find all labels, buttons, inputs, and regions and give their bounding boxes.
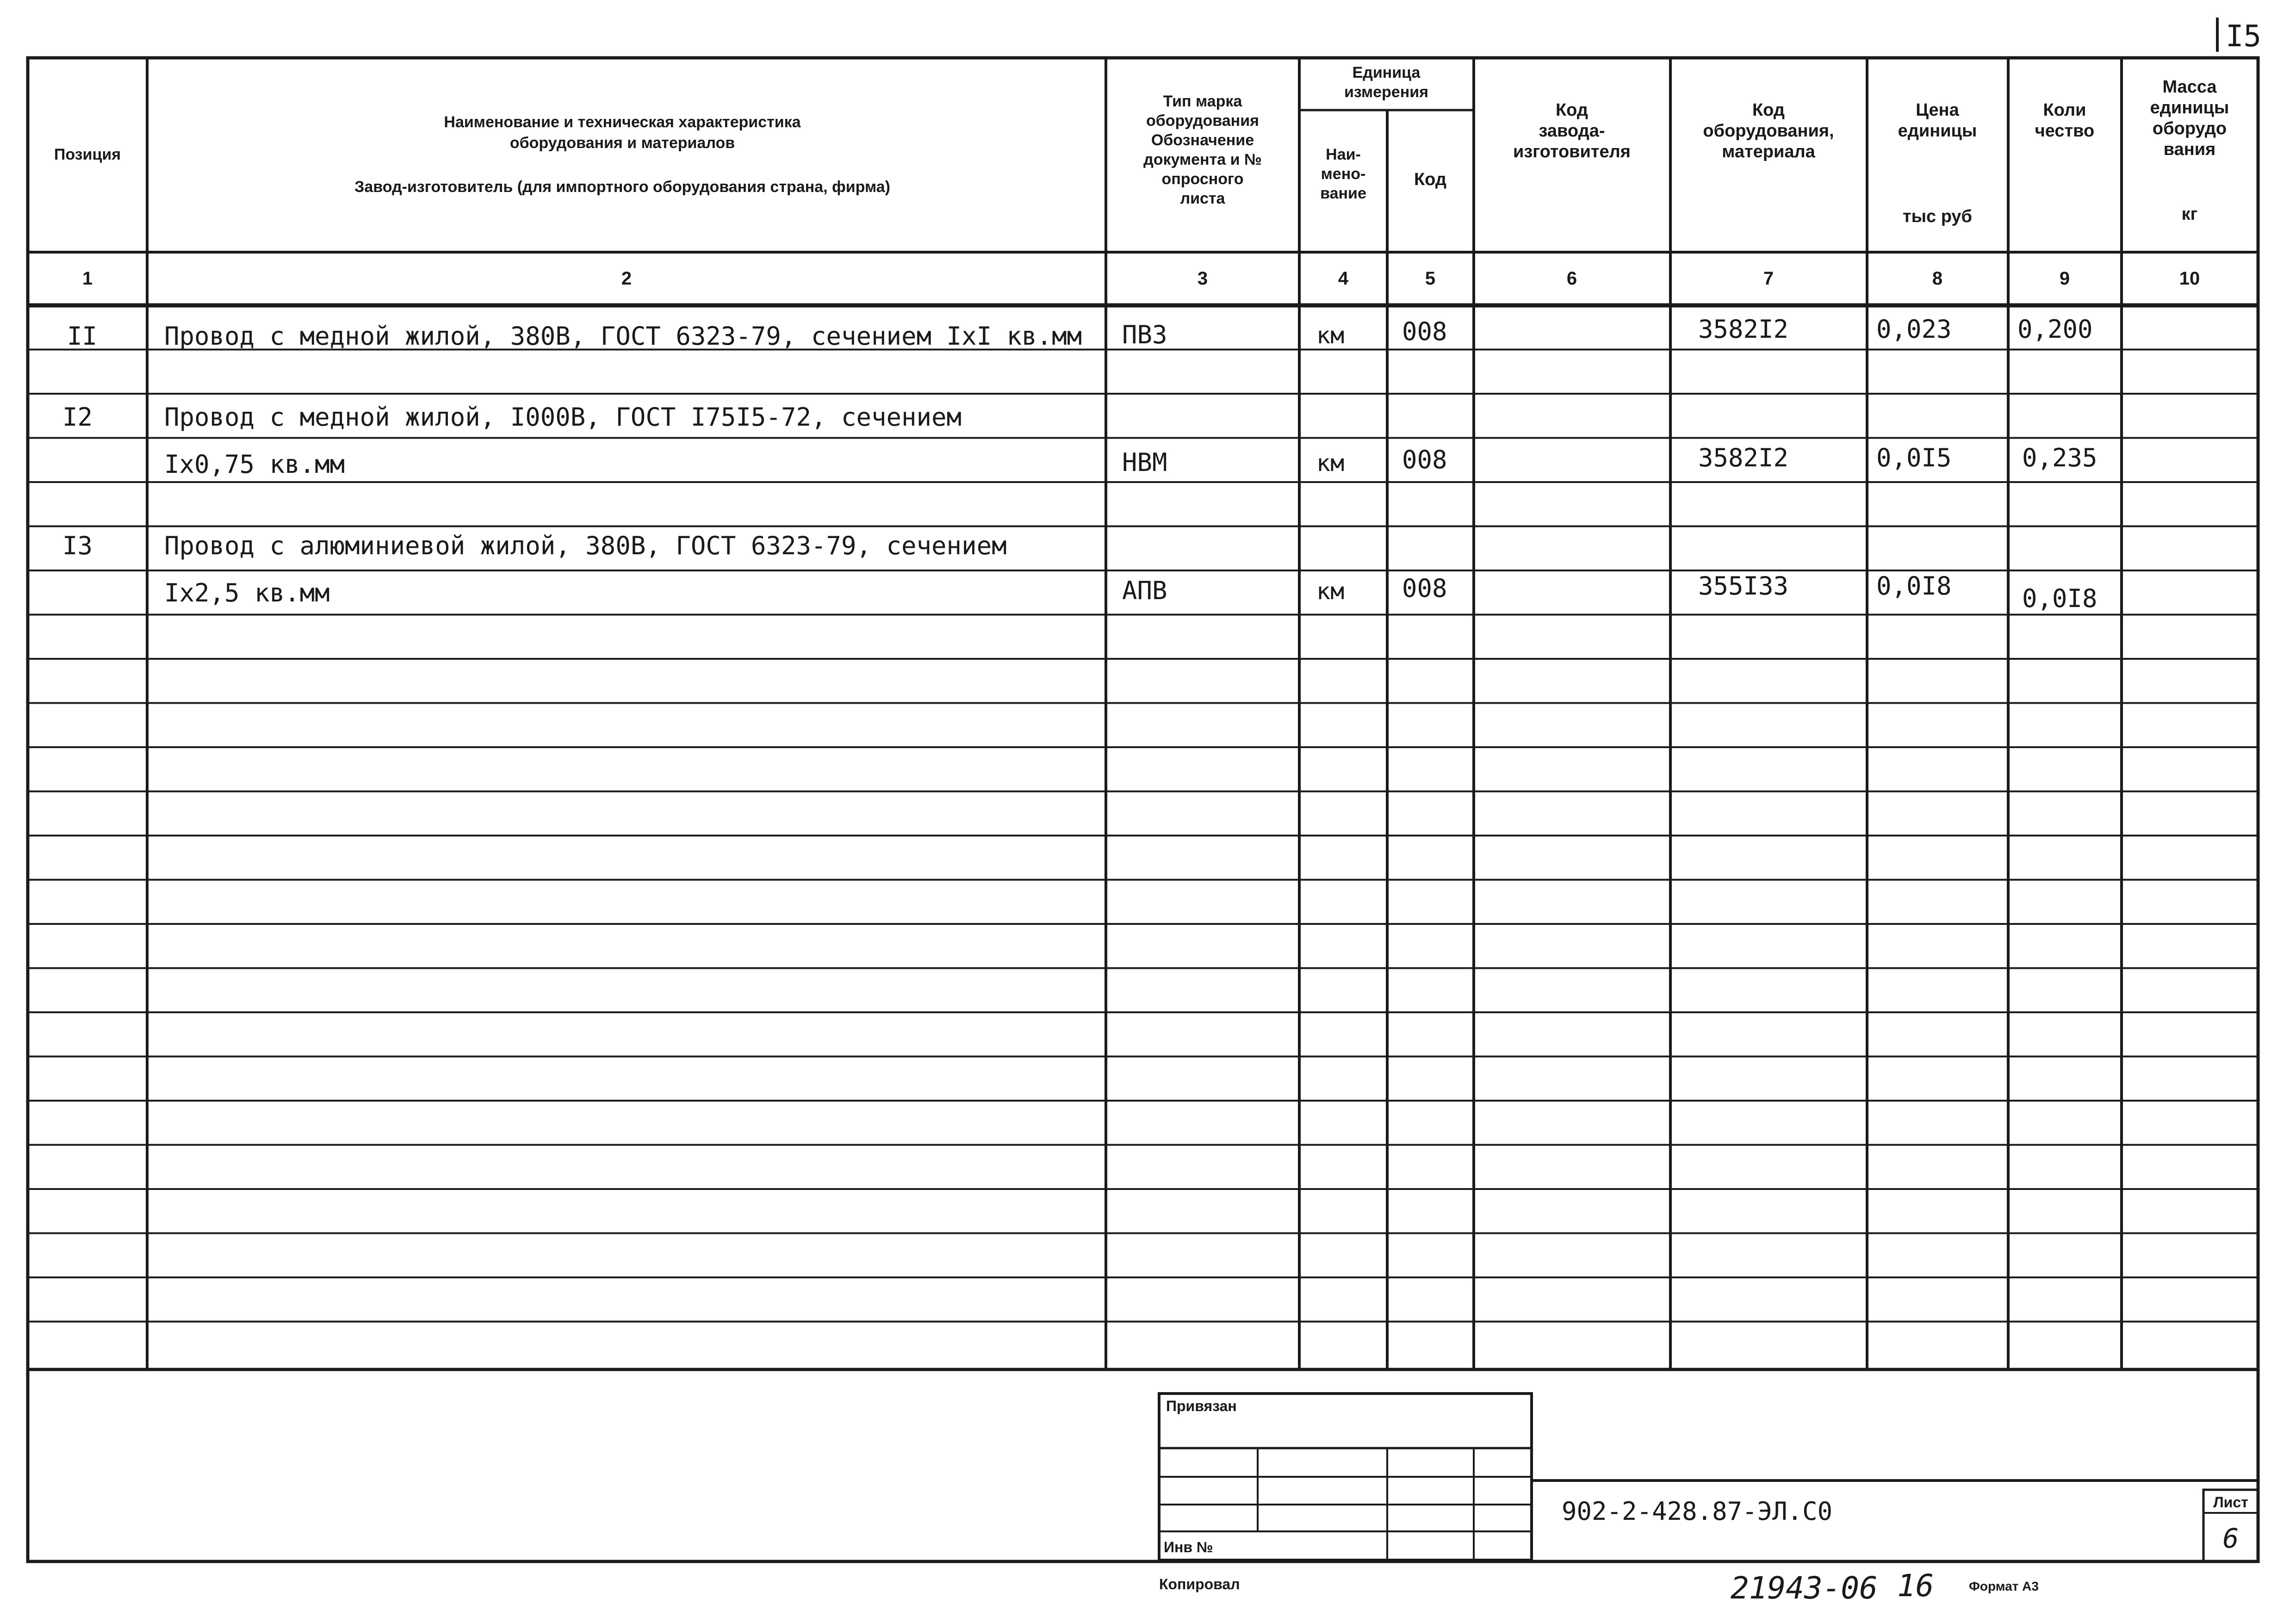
column-number: 6 [1566, 268, 1577, 289]
header-qty-line1: Коли [2043, 100, 2086, 120]
row-unit-code: 008 [1402, 445, 1447, 474]
row-unit: км [1316, 578, 1345, 605]
header-price-line1: Цена [1916, 100, 1959, 120]
row-unit: км [1316, 322, 1345, 349]
header-type-line5: опросного [1161, 170, 1244, 188]
header-maker-code-line1: Код [1555, 100, 1589, 120]
row-unit: км [1316, 450, 1345, 477]
header-item-code-line2: оборудования, [1703, 121, 1834, 141]
row-item-code: 3582I2 [1698, 443, 1789, 472]
title-block [1159, 1394, 2258, 1561]
row-unit-code: 008 [1402, 574, 1447, 603]
row-type: АПВ [1122, 576, 1167, 605]
row-type: ПВЗ [1122, 320, 1167, 349]
column-number: 5 [1425, 268, 1436, 289]
row-name: Провод с медной жилой, I000В, ГОСТ I75I5-72, сечением [164, 403, 962, 432]
column-number: 1 [82, 268, 93, 289]
header-unit-name-line2: мено- [1321, 165, 1366, 183]
row-name: Ix2,5 кв.мм [164, 578, 330, 607]
table-body [62, 315, 2097, 613]
document-code: 902-2-428.87-ЭЛ.С0 [1562, 1497, 1833, 1526]
handwritten-page: 16 [1897, 1568, 1934, 1604]
header-type-line4: документа и № [1143, 151, 1262, 168]
row-unit-code: 008 [1402, 317, 1447, 346]
header-item-code-line1: Код [1752, 100, 1785, 120]
stamp-inventory-label: Инв № [1164, 1539, 1213, 1555]
row-price: 0,023 [1876, 315, 1952, 344]
row-qty: 0,0I8 [2022, 584, 2097, 613]
sheet-number: 6 [2222, 1523, 2239, 1554]
row-name: Провод с медной жилой, 380В, ГОСТ 6323-79, сечением IxI кв.мм [164, 322, 1082, 351]
copied-label: Копировал [1159, 1576, 1240, 1592]
header-unit-name-line1: Наи- [1326, 146, 1361, 163]
header-type-line6: листа [1180, 190, 1225, 207]
row-name: Провод с алюминиевой жилой, 380В, ГОСТ 6323-79, сечением [164, 531, 1007, 560]
header-unit-code: Код [1414, 170, 1447, 189]
header-maker-code-line2: завода- [1539, 121, 1605, 141]
handwritten-number: 21943-06 [1731, 1570, 1878, 1606]
column-number: 8 [1932, 268, 1943, 289]
header-maker-code-line3: изготовителя [1513, 142, 1631, 161]
stamp-attached-label: Привязан [1166, 1398, 1237, 1414]
column-number: 3 [1197, 268, 1208, 289]
header-name-line3: Завод-изготовитель (для импортного оборудования страна, фирма) [354, 178, 890, 196]
column-number: 7 [1763, 268, 1774, 289]
table-header [54, 64, 2229, 226]
column-number-row [82, 268, 2200, 289]
row-qty: 0,200 [2017, 315, 2093, 344]
header-price-line2: единицы [1898, 121, 1977, 141]
row-position: II [67, 322, 98, 351]
header-mass-line1: Масса [2162, 77, 2217, 97]
header-mass-line2: единицы [2150, 98, 2229, 118]
header-price-unit: тыс руб [1902, 207, 1973, 226]
row-lines [28, 350, 2258, 1322]
row-qty: 0,235 [2022, 443, 2097, 472]
paper-format: Формат А3 [1969, 1579, 2039, 1593]
header-type-line2: оборудования [1146, 112, 1259, 130]
sheet-label: Лист [2213, 1494, 2248, 1511]
header-position: Позиция [54, 146, 121, 163]
row-name: Ix0,75 кв.мм [164, 450, 345, 479]
header-type-line1: Тип марка [1163, 93, 1242, 110]
header-type-line3: Обозначение [1151, 131, 1254, 149]
row-item-code: 3582I2 [1698, 315, 1789, 344]
header-name-line1: Наименование и техническая характеристика [444, 113, 801, 131]
table-frame [28, 58, 2258, 1561]
column-number: 9 [2059, 268, 2070, 289]
header-name-line2: оборудования и материалов [509, 134, 735, 152]
header-qty-line2: чество [2035, 121, 2095, 141]
page-number: I5 [2226, 19, 2262, 54]
column-lines [147, 58, 2122, 1369]
column-number: 10 [2179, 268, 2200, 289]
header-unit-name-line3: вание [1320, 185, 1366, 202]
header-mass-line3: оборудо [2152, 119, 2227, 138]
row-price: 0,0I8 [1876, 571, 1952, 601]
column-number: 4 [1338, 268, 1349, 289]
header-unit-group-line1: Единица [1352, 64, 1421, 81]
header-unit-group-line2: измерения [1344, 83, 1428, 101]
header-mass-unit: кг [2181, 204, 2198, 224]
header-mass-line4: вания [2163, 140, 2216, 159]
row-position: I2 [62, 403, 93, 432]
header-item-code-line3: материала [1722, 142, 1815, 161]
column-number: 2 [621, 268, 632, 289]
row-position: I3 [62, 531, 93, 560]
row-item-code: 355I33 [1698, 571, 1789, 601]
row-price: 0,0I5 [1876, 443, 1952, 472]
row-type: НВМ [1122, 448, 1167, 477]
